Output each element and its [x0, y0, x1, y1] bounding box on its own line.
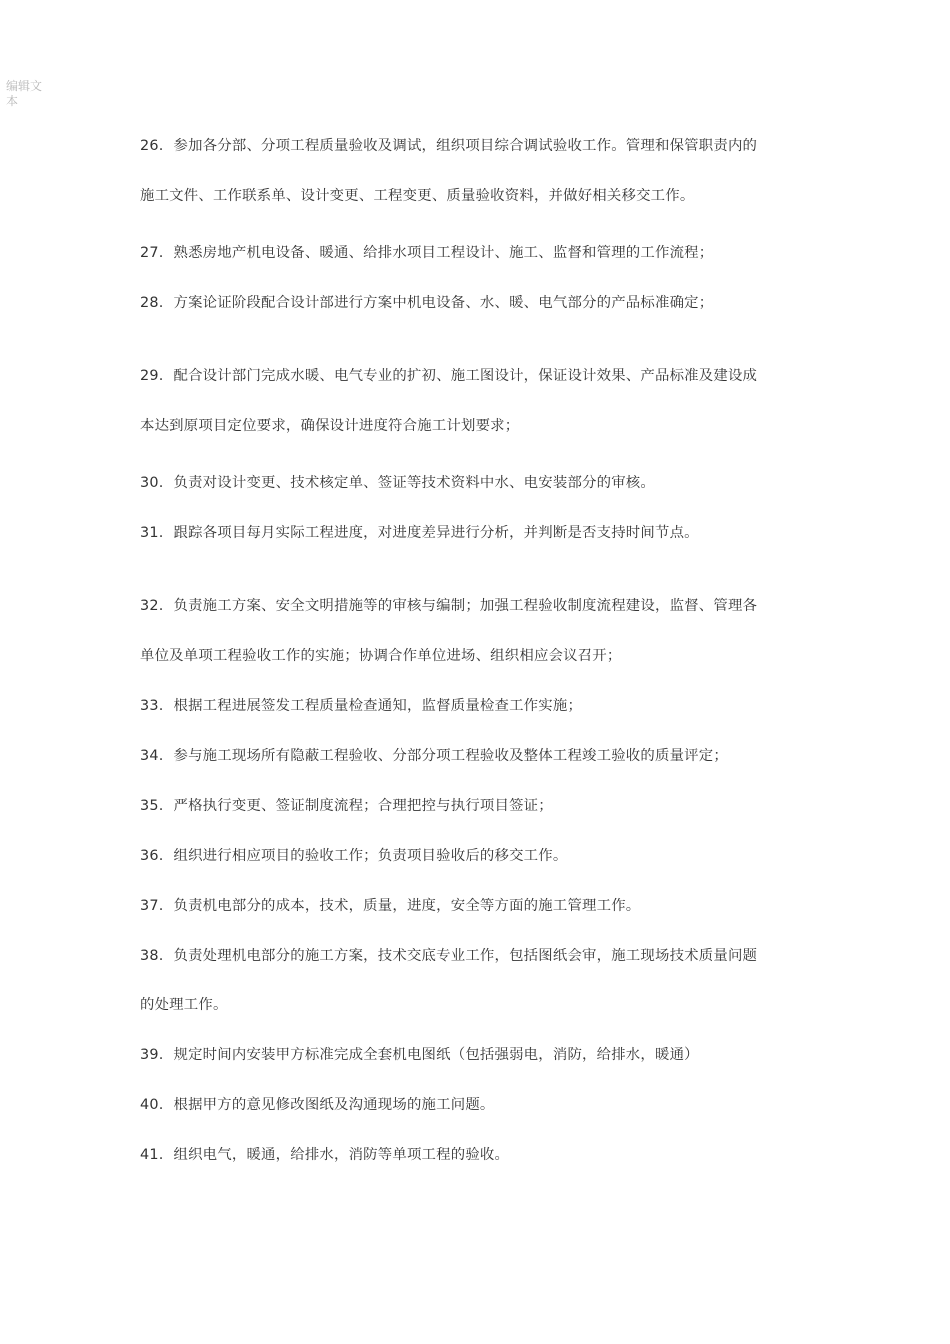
item-text: 熟悉房地产机电设备、暖通、给排水项目工程设计、施工、监督和管理的工作流程；: [173, 245, 714, 261]
item-32-line-2: 单位及单项工程验收工作的实施；协调合作单位进场、组织相应会议召开；: [140, 648, 622, 664]
item-number: 30.: [140, 475, 164, 491]
item-30: [140, 473, 830, 493]
item-29-line-2: 本达到原项目定位要求，确保设计进度符合施工计划要求；: [140, 418, 520, 434]
item-41: [140, 1145, 830, 1165]
item-text: 严格执行变更、签证制度流程；合理把控与执行项目签证；: [173, 798, 553, 814]
item-text: 配合设计部门完成水暖、电气专业的扩初、施工图设计，保证设计效果、产品标准及建设成: [173, 368, 758, 384]
item-text: 组织进行相应项目的验收工作；负责项目验收后的移交工作。: [173, 848, 568, 864]
item-number: 38.: [140, 948, 164, 964]
item-39: [140, 1045, 830, 1065]
item-number: 29.: [140, 368, 164, 384]
item-text: 负责机电部分的成本，技术，质量，进度，安全等方面的施工管理工作。: [173, 898, 641, 914]
item-26-line-2: 施工文件、工作联系单、设计变更、工程变更、质量验收资料，并做好相关移交工作。: [140, 188, 695, 204]
item-26-line-1: [140, 136, 830, 156]
item-text: 根据工程进展签发工程质量检查通知，监督质量检查工作实施；: [173, 698, 583, 714]
item-text: 参加各分部、分项工程质量验收及调试，组织项目综合调试验收工作。管理和保管职责内的: [173, 138, 758, 154]
item-28: [140, 293, 830, 313]
item-number: 40.: [140, 1097, 164, 1113]
item-27: [140, 243, 830, 263]
item-40: [140, 1095, 830, 1115]
item-number: 33.: [140, 698, 164, 714]
item-number: 37.: [140, 898, 164, 914]
item-33: [140, 696, 830, 716]
item-text: 规定时间内安装甲方标准完成全套机电图纸（包括强弱电，消防，给排水，暖通）: [173, 1047, 699, 1063]
item-29-line-1: [140, 366, 830, 386]
item-text: 组织电气，暖通，给排水，消防等单项工程的验收。: [173, 1147, 510, 1163]
item-text: 负责对设计变更、技术核定单、签证等技术资料中水、电安装部分的审核。: [173, 475, 655, 491]
item-text: 负责施工方案、安全文明措施等的审核与编制；加强工程验收制度流程建设，监督、管理各: [173, 598, 758, 614]
item-number: 26.: [140, 138, 164, 154]
item-text: 跟踪各项目每月实际工程进度，对进度差异进行分析，并判断是否支持时间节点。: [173, 525, 699, 541]
item-38-line-1: [140, 946, 830, 966]
item-text: 负责处理机电部分的施工方案，技术交底专业工作，包括图纸会审，施工现场技术质量问题: [173, 948, 758, 964]
item-number: 31.: [140, 525, 164, 541]
item-text: 根据甲方的意见修改图纸及沟通现场的施工问题。: [173, 1097, 495, 1113]
item-38-line-2: 的处理工作。: [140, 997, 228, 1013]
item-31: [140, 523, 830, 543]
item-text: 方案论证阶段配合设计部进行方案中机电设备、水、暖、电气部分的产品标准确定；: [173, 295, 714, 311]
item-number: 41.: [140, 1147, 164, 1163]
item-37: [140, 896, 830, 916]
edit-text-label: 编辑文本: [6, 79, 43, 108]
item-35: [140, 796, 830, 816]
item-text: 参与施工现场所有隐蔽工程验收、分部分项工程验收及整体工程竣工验收的质量评定；: [173, 748, 728, 764]
item-number: 35.: [140, 798, 164, 814]
item-number: 34.: [140, 748, 164, 764]
item-number: 27.: [140, 245, 164, 261]
item-number: 28.: [140, 295, 164, 311]
item-36: [140, 846, 830, 866]
item-32-line-1: [140, 596, 830, 616]
item-number: 36.: [140, 848, 164, 864]
item-number: 39.: [140, 1047, 164, 1063]
item-number: 32.: [140, 598, 164, 614]
item-34: [140, 746, 830, 766]
